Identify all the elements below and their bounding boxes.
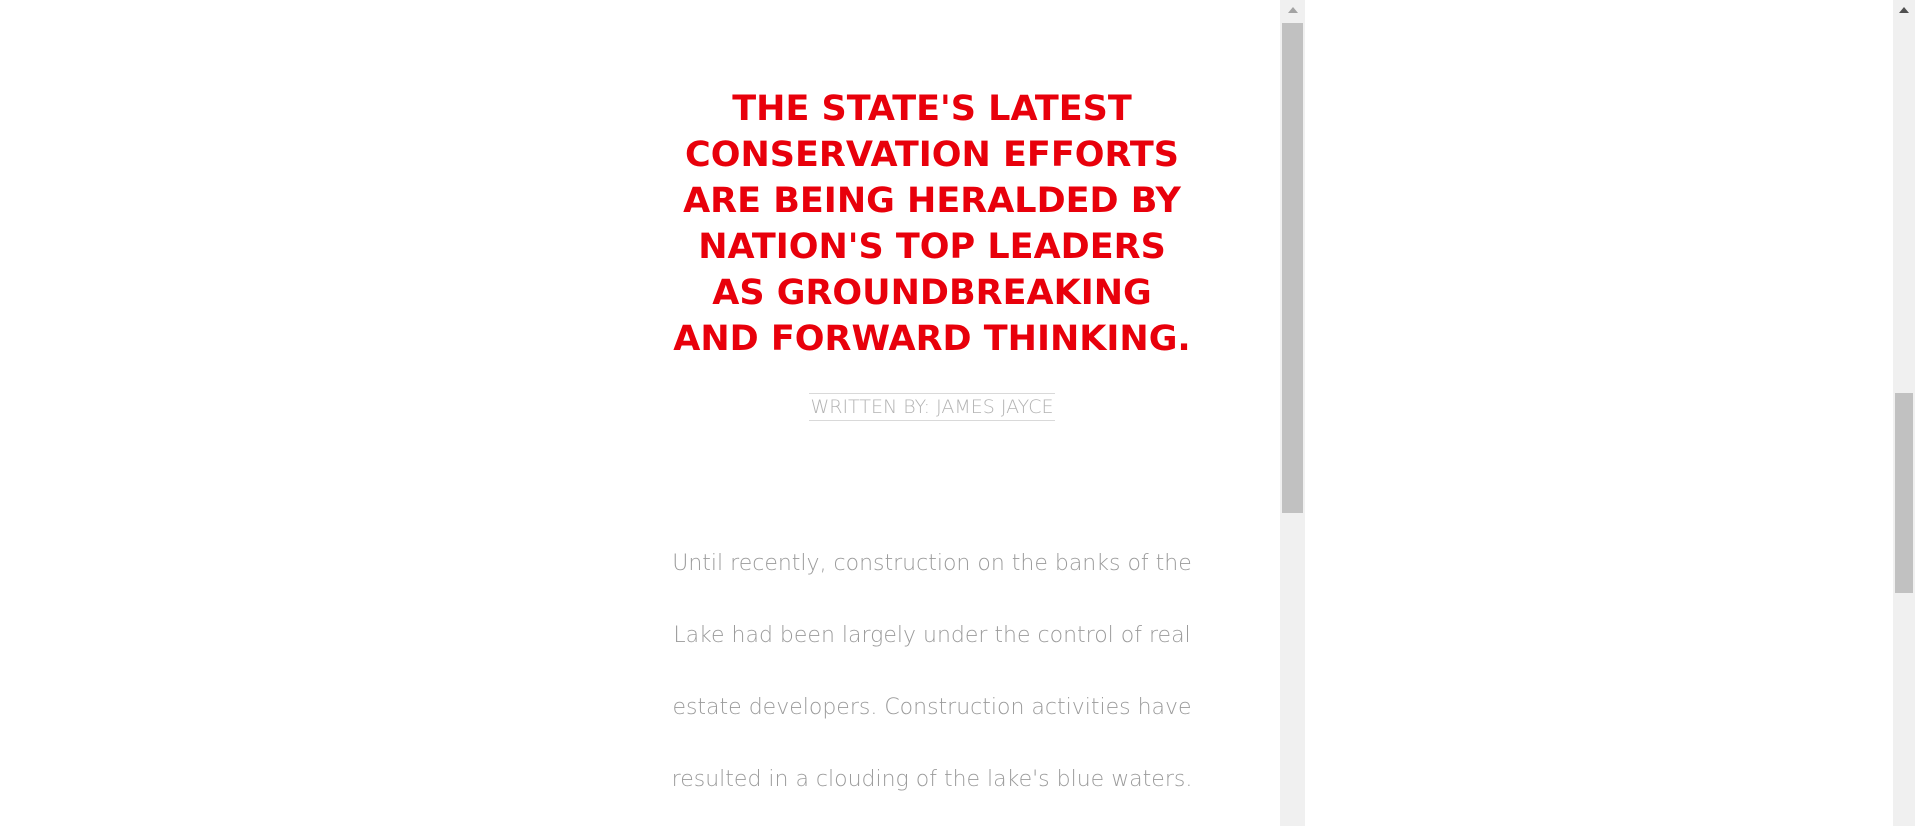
article-frame-scrollbar[interactable] xyxy=(1280,0,1305,826)
page-scrollbar-thumb[interactable] xyxy=(1895,393,1913,593)
article-headline: THE STATE'S LATEST CONSERVATION EFFORTS ARE BEING HERALDED BY NATION'S TOP LEADERS AS GROUNDBREAKING AND FORWARD THINKING. xyxy=(673,89,1191,359)
page-scrollbar[interactable] xyxy=(1893,0,1915,826)
article-body-paragraph: Until recently, construction on the banks of the Lake had been largely under the control of real estate developers. Construction activities have resulted in a clouding of the lake's blue waters. xyxy=(671,551,1193,792)
page-scroll-up-arrow-icon[interactable] xyxy=(1899,7,1909,13)
article-byline: WRITTEN BY: JAMES JAYCE xyxy=(809,393,1054,421)
article xyxy=(670,86,1194,816)
scroll-up-arrow-icon[interactable] xyxy=(1288,7,1298,13)
empty-right-pane xyxy=(1305,0,1893,826)
byline-container xyxy=(670,393,1194,421)
scrollbar-thumb[interactable] xyxy=(1282,23,1303,513)
